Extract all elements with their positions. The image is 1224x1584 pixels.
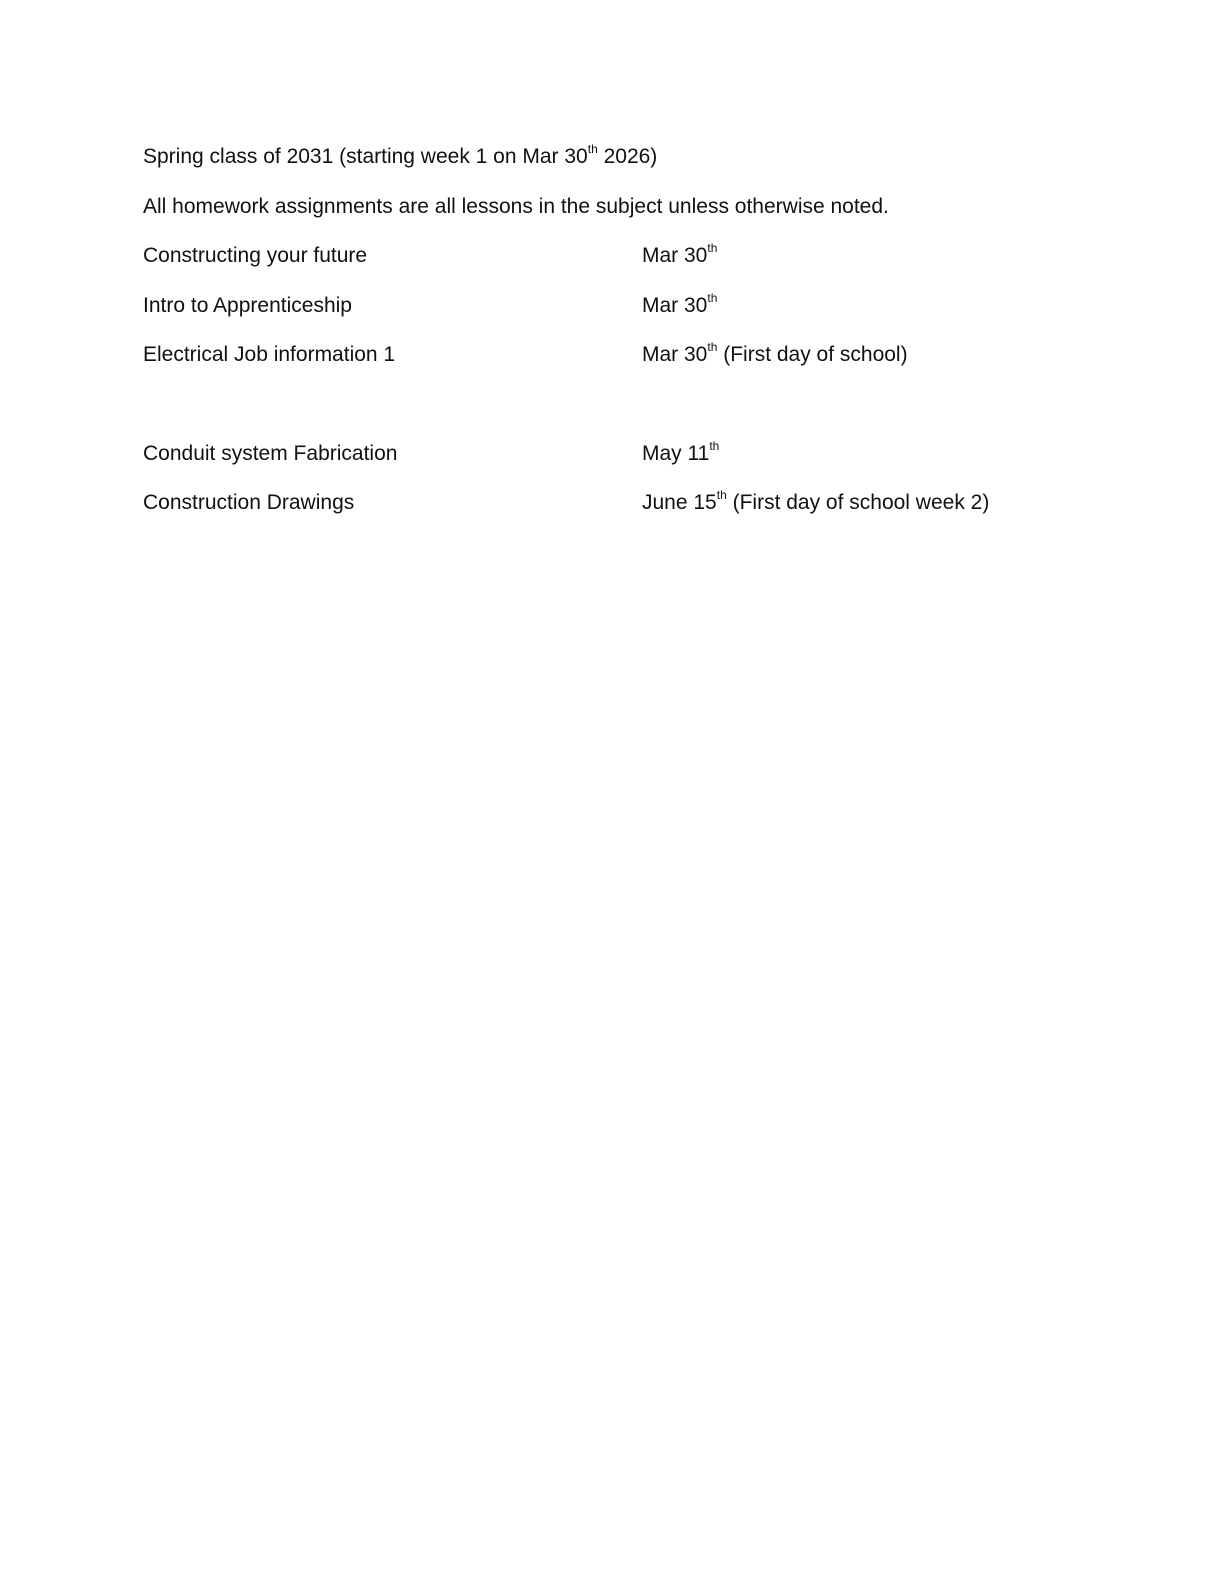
homework-note: All homework assignments are all lessons in the subject unless otherwise noted. [143,195,889,218]
subject-date: May 11th [642,439,720,465]
subject-date: Mar 30th [642,291,718,317]
title-superscript: th [587,142,598,156]
subject-name: Electrical Job information 1 [143,343,396,366]
subject-name: Intro to Apprenticeship [143,294,352,317]
document-title [143,144,657,170]
subject-name: Construction Drawings [143,491,355,514]
date-superscript: th [707,340,718,354]
date-superscript: th [707,291,718,305]
subject-name: Conduit system Fabrication [143,442,398,465]
title-suffix: 2026) [597,145,658,168]
date-superscript: th [709,439,720,453]
date-superscript: th [707,241,718,255]
document-page [143,0,1143,1584]
subject-date: Mar 30th (First day of school) [642,340,908,366]
subject-name: Constructing your future [143,244,368,267]
subject-date: June 15th (First day of school week 2) [642,488,990,514]
date-superscript: th [716,488,727,502]
subject-date: Mar 30th [642,241,718,267]
title-prefix: Spring class of 2031 (starting week 1 on Mar 30 [143,145,588,168]
